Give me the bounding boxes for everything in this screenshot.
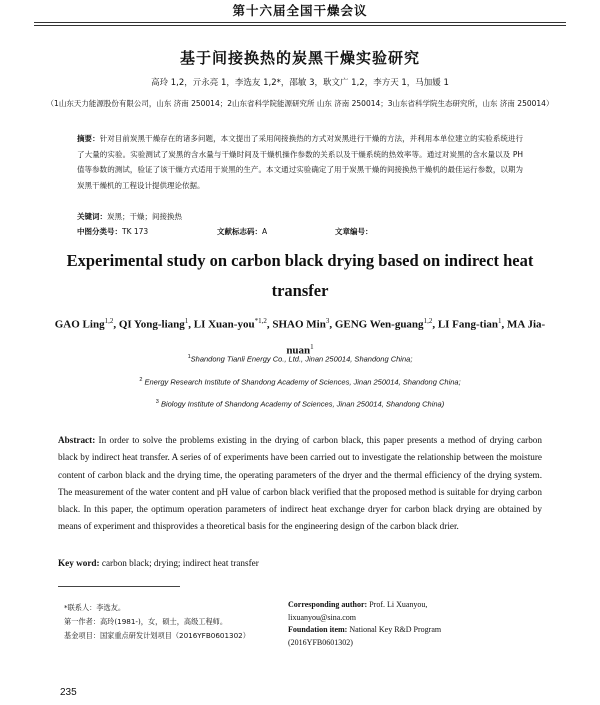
english-title: Experimental study on carbon black drying based on indirect heat transfer: [66, 251, 534, 300]
english-author-separator: ,: [188, 318, 194, 331]
english-author-separator: ,: [501, 318, 508, 331]
english-author-sup: 1,2: [104, 317, 114, 325]
english-keywords-text: carbon black; drying; indirect heat transfer: [99, 558, 259, 568]
english-author-name: QI Yong-liang: [118, 318, 185, 331]
english-author-name: GENG Wen-guang: [334, 318, 424, 331]
english-author-name: MA Jia-nuan: [286, 318, 546, 357]
english-author-sup: 1: [310, 342, 314, 351]
chinese-keywords-label: 关键词：: [77, 212, 107, 221]
english-author-name: LI Fang-tian: [437, 318, 499, 331]
english-author-sup: 3: [325, 317, 330, 325]
chinese-keywords: [77, 211, 523, 222]
header-rule-double: [34, 25, 566, 26]
english-author-name: LI Xuan-you: [193, 318, 255, 331]
foundation-item: Foundation item: National Key R&D Program: [288, 625, 442, 635]
header-rule: [34, 22, 566, 23]
classification-row: [77, 226, 523, 240]
english-keywords-label: Key word:: [58, 558, 100, 568]
english-abstract: [58, 432, 542, 536]
chinese-title: 基于间接换热的炭黑干燥实验研究: [179, 49, 420, 67]
english-abstract-text: In order to solve the problems existing in the drying of carbon black, this paper presents a method of drying carbon black by indirect heat transfer. A series of of experiments have been carried out to investigate the relationship between the moisture content of carbon black and the drying time, the operating parameters of the dryer and the thermal efficiency of the drying system. The measurement of the water content and pH value of carbon black verified that the proposed method is suitable for drying carbon black. In this paper, the optimum operation parameters of indirect heat exchange dryer for carbon black drying are obtained by means of experiment and thisprovides a theoretical basis for the engineering design of the carbon black drier.: [58, 435, 542, 532]
chinese-abstract-label: 摘要：: [77, 134, 100, 143]
english-author-separator: ,: [329, 318, 335, 331]
corresponding-author: Corresponding author: Prof. Li Xuanyou,: [288, 600, 428, 609]
contact-footnote: *联系人：李选友。: [64, 603, 126, 612]
clc-number: 中图分类号：TK 173: [77, 227, 149, 236]
english-author-sup: *1,2: [254, 317, 267, 325]
page-number: 235: [60, 687, 77, 698]
english-author-name: SHAO Min: [272, 318, 326, 331]
chinese-abstract: [77, 131, 523, 193]
author-email: lixuanyou@sina.com: [288, 612, 357, 622]
footnotes-english: [288, 599, 488, 649]
english-author-sup: 1,2: [423, 317, 433, 325]
english-abstract-label: Abstract:: [58, 435, 96, 445]
conference-header: 第十六届全国干燥会议: [232, 3, 368, 18]
first-author-footnote: 第一作者：高玲(1981-)，女，硕士，高级工程师。: [64, 617, 228, 626]
foundation-code: (2016YFB0601302): [288, 637, 353, 647]
english-author-name: GAO Ling: [54, 318, 105, 331]
article-number: 文章编号：: [335, 227, 373, 236]
chinese-affiliations: （1山东天力能源股份有限公司，山东 济南 250014；2山东省科学院能源研究所 山东 济南 250014；3山东省科学院生态研究所，山东 济南 250014）: [46, 99, 554, 108]
english-author-separator: ,: [432, 318, 438, 331]
english-affiliation-3: $^3$ Biology Institute of Shandong Academy of Sciences, Jinan 250014, Shandong China): [155, 399, 445, 409]
english-keywords: [58, 558, 542, 568]
english-author-sup: 1: [498, 317, 502, 325]
english-author-separator: ,: [113, 318, 119, 331]
chinese-authors: 高玲 1,2，亓永亮 1，李选友 1,2*，邵敏 3，耿文广 1,2，李方天 1，马加媛 1: [151, 78, 449, 88]
footnote-rule: [58, 586, 180, 587]
english-author-separator: ,: [266, 318, 273, 331]
english-author-sup: 1: [184, 317, 189, 325]
english-affiliation-2: $^2$ Energy Research Institute of Shandong Academy of Sciences, Jinan 250014, Shandong China;: [139, 377, 461, 387]
fund-footnote: 基金项目：国家重点研发计划项目（2016YFB0601302）: [64, 631, 250, 640]
english-affiliation-1: $^1$Shandong Tianli Energy Co., Ltd., Jinan 250014, Shandong China;: [187, 354, 413, 364]
chinese-abstract-text: 针对目前炭黑干燥存在的诸多问题，本文提出了采用间接换热的方式对炭黑进行干燥的方法，并利用本单位建立的实验系统进行了大量的实验。实验测试了炭黑的含水量与干燥时间及干燥机操作参数的关系以及干燥系统的热效率等。通过对炭黑的含水量以及 PH 值等参数的测试，验证了该干燥方式适用于炭黑的生产。本文通过实验确定了用于炭黑干燥的间接换热干燥机的最佳运行参数，以期为炭黑干燥机的工程设计提供理论依据。: [77, 134, 524, 190]
chinese-keywords-text: 炭黑；干燥；间接换热: [107, 212, 182, 221]
document-code: 文献标志码：A: [217, 227, 268, 236]
footnotes-chinese: [64, 601, 284, 643]
